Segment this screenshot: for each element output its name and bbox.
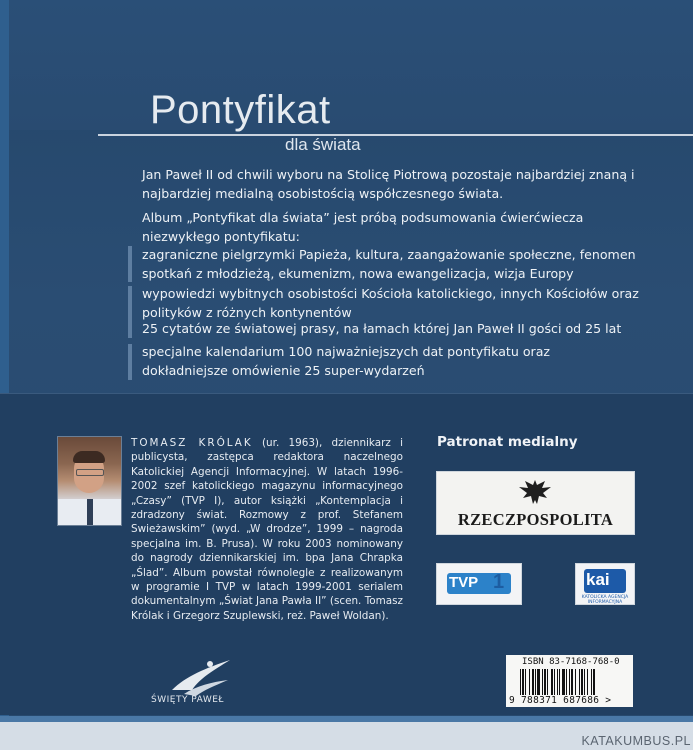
bullet-item: 25 cytatów ze światowej prasy, na łamach której Jan Paweł II gości od 25 lat [142, 321, 622, 336]
swiety-pawel-logo-icon [166, 650, 236, 698]
rzeczpospolita-logo [436, 471, 635, 535]
kai-logo [575, 563, 635, 605]
bullet-marker [128, 320, 132, 338]
bullet-item: specjalne kalendarium 100 najważniejszych dat pontyfikatu oraz dokładniejsze omówienie 25 super-wydarzeń [142, 344, 551, 378]
tvp-wordmark: TVP [449, 574, 479, 591]
eagle-icon [515, 476, 555, 508]
bullet-marker [128, 344, 132, 380]
bullet-item: zagraniczne pielgrzymki Papieża, kultura, zaangażowanie społeczne, fenomen spotkań z młodzieżą, ekumenizm, nowa ewangelizacja, wizja Europy [142, 247, 636, 281]
intro-paragraph-2: Album „Pontyfikat dla świata” jest próbą podsumowania ćwierćwiecza niezwykłego pontyfikatu: [142, 210, 584, 244]
author-name: TOMASZ KRÓLAK [131, 437, 253, 449]
kai-wordmark: kai [586, 570, 610, 589]
bullet-marker [128, 286, 132, 322]
site-watermark: KATAKUMBUS.PL [581, 734, 691, 748]
bullet-marker [128, 246, 132, 282]
author-photo [57, 436, 122, 526]
bottom-accent [0, 716, 693, 722]
title-rule [98, 134, 693, 136]
panel-divider [0, 393, 693, 394]
publisher-name: ŚWIĘTY PAWEŁ [151, 695, 224, 705]
author-bio-text: (ur. 1963), dziennikarz i publicysta, zastępca redaktora naczelnego Katolickiej Agencji Informacyjnej. W latach 1996-2002 szef katolickiego magazynu informacyjnego „Czasy” (TVP I), autor książki „Kontemplacja i zdradzony świat. Rozmowy z prof. Stefanem Swieżawskim” (wyd. „W drodze”, 1999 – nagroda specjalna im. B. Prusa). W roku 2003 nominowany do nagrody dziennikarskiej im. bpa Jana Chrapka „Ślad”. Album powstał równolegle z realizowanym w programie I TVP w latach 1999-2001 serialem dokumentalnym „Świat Jana Pawła II” (scen. Tomasz Królak i Grzegorz Szuplewski, reż. Paweł Woldan). [131, 437, 403, 622]
tvp-channel-number: 1 [493, 571, 505, 593]
cover-title: Pontyfikat [150, 88, 331, 132]
top-band [0, 0, 693, 130]
rzeczpospolita-wordmark: RZECZPOSPOLITA [457, 510, 614, 529]
kai-subtitle: KATOLICKA AGENCJA INFORMACYJNA [581, 595, 629, 605]
barcode-bars [520, 669, 624, 695]
isbn-number: ISBN 83-7168-768-0 [522, 657, 620, 667]
ean-number: 9 788371 687686 > [509, 695, 612, 706]
intro-paragraph-1: Jan Paweł II od chwili wyboru na Stolicę Piotrową pozostaje najbardziej znaną i najbardziej medialną osobistością współczesnego świata. [142, 167, 635, 201]
bullet-item: wypowiedzi wybitnych osobistości Kościoła katolickiego, innych Kościołów oraz polityków z różnych kontynentów [142, 286, 639, 320]
cover-subtitle: dla świata [285, 135, 361, 154]
isbn-barcode [506, 655, 633, 707]
author-bio [131, 436, 403, 623]
patronage-heading: Patronat medialny [437, 434, 578, 450]
tvp1-logo [436, 563, 522, 605]
